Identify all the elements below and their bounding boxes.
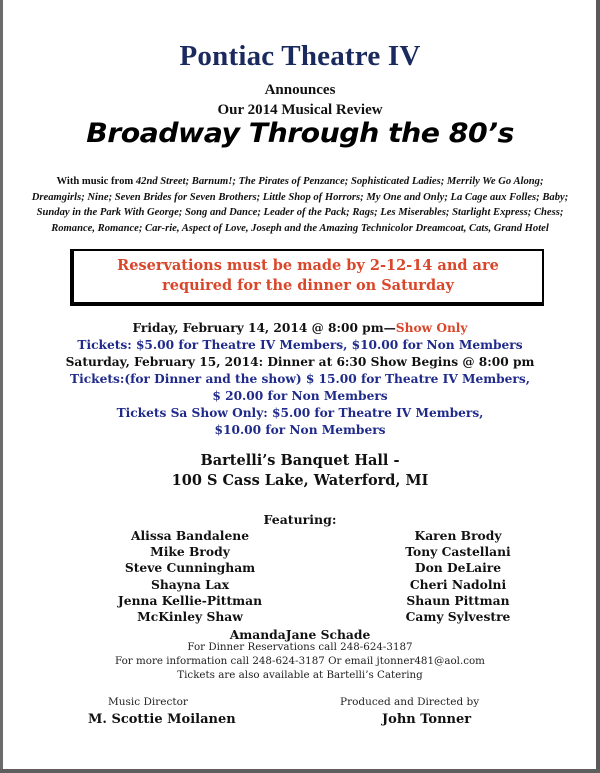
saturday-tickets-line-1: Tickets:(for Dinner and the show) $ 15.00 for Theatre IV Members, xyxy=(70,372,530,386)
reservation-line-1: Reservations must be made by 2-12-14 and are xyxy=(117,257,499,274)
theatre-title: Pontiac Theatre IV xyxy=(179,40,421,72)
producer-name: John Tonner xyxy=(382,712,472,727)
friday-show-only: Show Only xyxy=(395,321,468,335)
review-subtitle: Our 2014 Musical Review xyxy=(217,102,383,118)
more-info-contact: For more information call 248-624-3187 Or email jtonner481@aol.com xyxy=(115,655,485,667)
cast-member: Cheri Nadolni xyxy=(409,576,507,592)
cast-member: McKinley Shaw xyxy=(137,608,243,624)
reservation-notice-box xyxy=(70,249,544,306)
friday-tickets: Tickets: $5.00 for Theatre IV Members, $10.00 for Non Members xyxy=(77,338,523,352)
show-title: Broadway Through the 80’s xyxy=(86,118,514,149)
saturday-show-only-line-2: $10.00 for Non Members xyxy=(214,423,386,437)
dinner-reservations-info: For Dinner Reservations call 248-624-3187 xyxy=(187,641,413,653)
music-director-name: M. Scottie Moilanen xyxy=(88,712,236,727)
friday-schedule xyxy=(0,321,600,335)
music-list-lead: With music from xyxy=(56,176,136,187)
cast-member: Alissa Bandalene xyxy=(130,528,250,543)
cast-list-right xyxy=(368,528,548,625)
cast-member: Shaun Pittman xyxy=(406,592,510,608)
cast-member: Shayna Lax xyxy=(150,576,230,592)
window-frame-bottom xyxy=(0,769,600,773)
announces-label: Announces xyxy=(264,82,336,98)
venue-name: Bartelli’s Banquet Hall - xyxy=(200,452,400,469)
ticket-availability-info: Tickets are also available at Bartelli’s Catering xyxy=(177,669,423,681)
cast-member: Jenna Kellie-Pittman xyxy=(117,592,263,608)
cast-member: Tony Castellani xyxy=(405,544,511,560)
saturday-schedule: Saturday, February 15, 2014: Dinner at 6:30 Show Begins @ 8:00 pm xyxy=(65,355,535,369)
cast-member: Mike Brody xyxy=(150,544,230,560)
cast-list-left xyxy=(90,528,290,625)
producer-label: Produced and Directed by xyxy=(340,696,480,708)
music-list xyxy=(30,174,570,236)
cast-member: Karen Brody xyxy=(414,528,502,543)
saturday-tickets-line-2: $ 20.00 for Non Members xyxy=(212,389,388,403)
cast-member-center: AmandaJane Schade xyxy=(229,627,371,642)
featuring-label: Featuring: xyxy=(263,512,337,527)
cast-member: Steve Cunningham xyxy=(124,560,256,576)
friday-date: Friday, February 14, 2014 @ 8:00 pm— xyxy=(132,321,396,335)
cast-member: Camy Sylvestre xyxy=(405,608,511,624)
reservation-line-2: required for the dinner on Saturday xyxy=(162,277,454,294)
music-director-label: Music Director xyxy=(108,696,188,708)
cast-member: Don DeLaire xyxy=(414,560,502,576)
saturday-show-only-line-1: Tickets Sa Show Only: $5.00 for Theatre IV Members, xyxy=(116,406,484,420)
music-list-shows: 42nd Street; Barnum!; The Pirates of Penzance; Sophisticated Ladies; Merrily We Go Along; Dreamgirls; Nine; Seven Brides for Seven Brothers; Little Shop of Horrors; My One and Only; La Cage aux Folles; Baby; Sunday in the Park With George; Song and Dance; Leader of the Pack; Rags; Les Miserables; Starlight Express; Chess; Romance, Romance; Car-rie, Aspect of Love, Joseph and the Amazing Technicolor Dreamcoat, Cats, Grand Hotel xyxy=(31,176,569,234)
venue-address: 100 S Cass Lake, Waterford, MI xyxy=(171,472,429,489)
